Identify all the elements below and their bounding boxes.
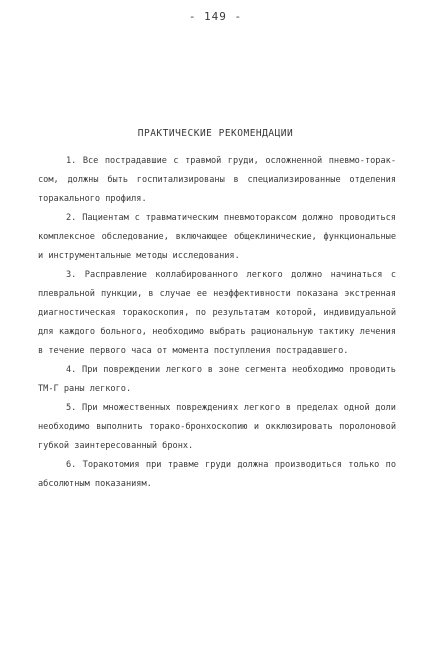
paragraph-4: 4. При повреждении легкого в зоне сегмента необходимо проводить ТМ-Г раны легкого.	[38, 365, 396, 394]
paragraph-2: 2. Пациентам с травматическим пневмотораксом должно проводиться комплексное обследование, включающее общеклинические, функциональные и инструментальные методы исследования.	[38, 213, 396, 261]
paragraph-1: 1. Все пострадавшие с травмой груди, осложненной пневмо-тораксом, должны быть госпитализированы в специализированные отделения торакального профиля.	[38, 156, 396, 204]
paragraph-3: 3. Расправление коллабированного легкого должно начинаться с плевральной пункции, в случае ее неэффективности показана экстренная диагностическая торакоскопия, по результатам которой, индивидуальной для каждого больного, необходимо выбрать рациональную тактику лечения в течение первого часа от момента поступления пострадавшего.	[38, 270, 396, 356]
paragraph-5: 5. При множественных повреждениях легкого в пределах одной доли необходимо выполнить торако-бронхоскопию и окклюзировать поролоновой губкой заинтересованный бронх.	[38, 403, 396, 451]
document-body	[38, 152, 396, 494]
paragraph-6: 6. Торакотомия при травме груди должна производиться только по абсолютным показаниям.	[38, 460, 396, 489]
section-heading: ПРАКТИЧЕСКИЕ РЕКОМЕНДАЦИИ	[137, 128, 294, 139]
page-number: - 149 -	[188, 10, 243, 23]
